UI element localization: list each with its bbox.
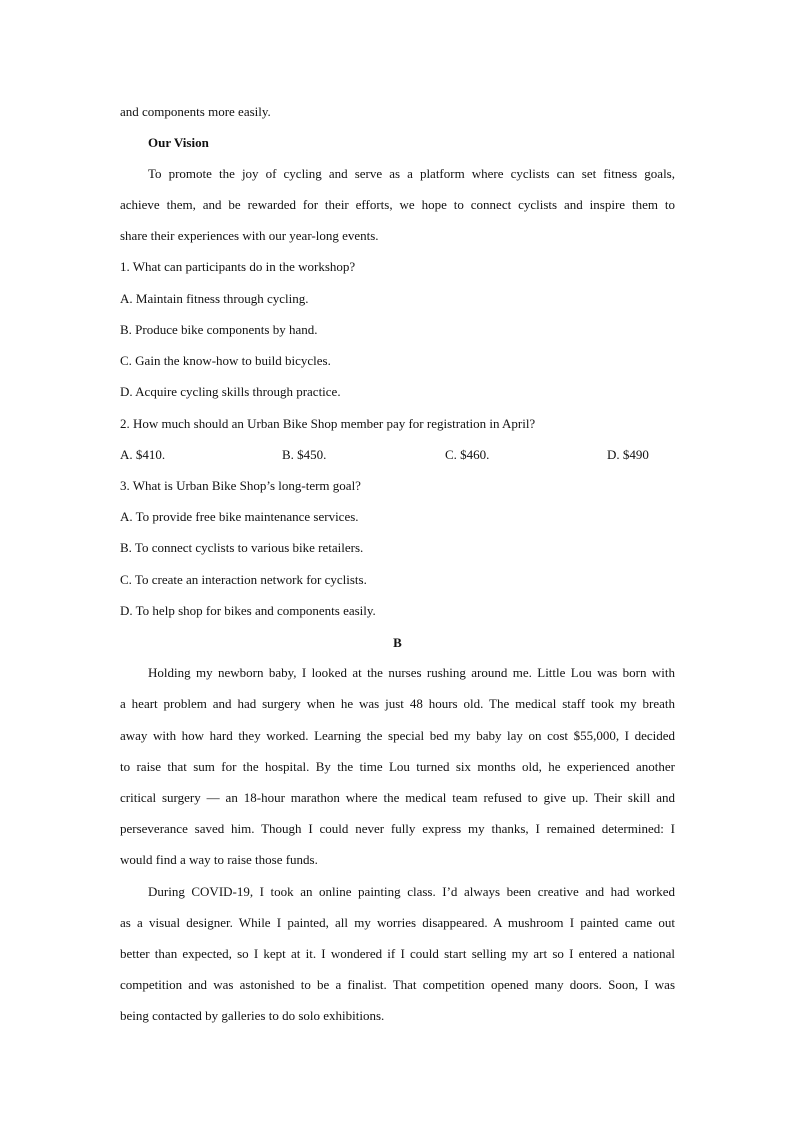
passage-b-line: would find a way to raise those funds. <box>120 852 318 867</box>
question-1-stem: 1. What can participants do in the workshop? <box>120 259 356 274</box>
question-3-option-b: B. To connect cyclists to various bike retailers. <box>120 540 364 555</box>
question-2-option-d: D. $490 <box>607 447 649 462</box>
question-2-stem: 2. How much should an Urban Bike Shop member pay for registration in April? <box>120 416 536 431</box>
passage-b-line: to raise that sum for the hospital. By the time Lou turned six months old, he experienced another <box>120 759 675 774</box>
passage-b-line: During COVID-19, I took an online painting class. I’d always been creative and had worked <box>148 884 675 899</box>
passage-b-line: away with how hard they worked. Learning the special bed my baby lay on cost $55,000, I decided <box>120 728 675 743</box>
vision-heading: Our Vision <box>148 135 209 150</box>
question-2-option-b: B. $450. <box>282 447 327 462</box>
vision-line: achieve them, and be rewarded for their efforts, we hope to connect cyclists and inspire them to <box>120 197 675 212</box>
passage-b-line: better than expected, so I kept at it. I wondered if I could start selling my art so I entered a national <box>120 946 675 961</box>
vision-line: To promote the joy of cycling and serve as a platform where cyclists can set fitness goals, <box>148 166 675 181</box>
question-3-option-a: A. To provide free bike maintenance services. <box>120 509 359 524</box>
intro-tail-text: and components more easily. <box>120 104 271 119</box>
passage-b-line: being contacted by galleries to do solo exhibitions. <box>120 1008 385 1023</box>
passage-b-line: as a visual designer. While I painted, all my worries disappeared. A mushroom I painted came out <box>120 915 675 930</box>
passage-b-line: Holding my newborn baby, I looked at the nurses rushing around me. Little Lou was born with <box>148 665 675 680</box>
question-3-option-c: C. To create an interaction network for cyclists. <box>120 572 367 587</box>
question-1-option-c: C. Gain the know-how to build bicycles. <box>120 353 331 368</box>
passage-b-line: competition and was astonished to be a finalist. That competition opened many doors. Soon, I was <box>120 977 675 992</box>
question-2-option-a: A. $410. <box>120 447 166 462</box>
question-1-option-d: D. Acquire cycling skills through practice. <box>120 384 341 399</box>
vision-line: share their experiences with our year-long events. <box>120 228 379 243</box>
question-3-option-d: D. To help shop for bikes and components easily. <box>120 603 376 618</box>
section-b-heading: B <box>393 635 402 650</box>
passage-b-line: perseverance saved him. Though I could never fully express my thanks, I remained determined: I <box>120 821 675 836</box>
passage-b-line: critical surgery — an 18-hour marathon where the medical team refused to give up. Their skill and <box>120 790 675 805</box>
question-1-option-b: B. Produce bike components by hand. <box>120 322 318 337</box>
question-3-stem: 3. What is Urban Bike Shop’s long-term goal? <box>120 478 361 493</box>
passage-b-line: a heart problem and had surgery when he was just 48 hours old. The medical staff took my breath <box>120 696 675 711</box>
question-1-option-a: A. Maintain fitness through cycling. <box>120 291 309 306</box>
question-2-option-c: C. $460. <box>445 447 490 462</box>
